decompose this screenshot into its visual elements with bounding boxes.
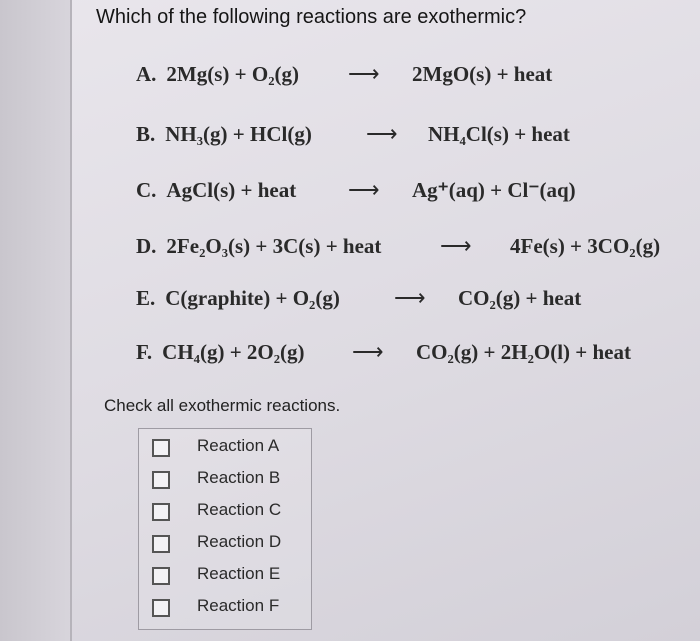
option-label[interactable]: Reaction B	[197, 468, 281, 487]
question-text: Which of the following reactions are exothermic?	[96, 6, 527, 28]
checkbox[interactable]	[152, 599, 170, 617]
reaction-b	[136, 121, 570, 147]
reaction-reactants: 2Mg(s) + O₂(g)	[166, 62, 299, 86]
option-label[interactable]: Reaction C	[197, 500, 282, 519]
reaction-reactants: C(graphite) + O₂(g)	[165, 286, 340, 310]
option-label[interactable]: Reaction F	[197, 596, 280, 615]
reaction-products: Ag⁺(aq) + Cl⁻(aq)	[412, 178, 576, 202]
instruction-text: Check all exothermic reactions.	[104, 396, 341, 415]
reaction-letter: D.	[136, 234, 157, 258]
reaction-arrow: ⟶	[440, 233, 472, 258]
reaction-reactants: AgCl(s) + heat	[166, 178, 297, 202]
reaction-letter: E.	[136, 286, 156, 310]
reaction-letter: B.	[136, 122, 156, 146]
checkbox-group	[138, 428, 312, 630]
reaction-reactants: 2Fe₂O₃(s) + 3C(s) + heat	[166, 234, 382, 258]
option-label[interactable]: Reaction E	[197, 564, 281, 583]
option-reaction-f[interactable]	[139, 592, 311, 624]
reaction-e	[136, 285, 582, 311]
checkbox[interactable]	[152, 471, 170, 489]
reaction-reactants: NH₃(g) + HCl(g)	[165, 122, 312, 146]
option-label[interactable]: Reaction A	[197, 436, 280, 455]
reaction-c	[136, 177, 576, 203]
checkbox[interactable]	[152, 439, 170, 457]
reaction-arrow: ⟶	[352, 339, 384, 364]
reaction-letter: C.	[136, 178, 157, 202]
option-reaction-b[interactable]	[139, 464, 311, 496]
reaction-products: CO₂(g) + heat	[458, 286, 582, 310]
reaction-arrow: ⟶	[348, 177, 380, 202]
option-reaction-e[interactable]	[139, 560, 311, 592]
reaction-letter: F.	[136, 340, 153, 364]
panel-divider	[70, 0, 72, 641]
reaction-d	[136, 233, 661, 259]
option-reaction-d[interactable]	[139, 528, 311, 560]
option-reaction-a[interactable]	[139, 432, 311, 464]
checkbox[interactable]	[152, 535, 170, 553]
reaction-a	[136, 61, 553, 87]
reaction-products: CO₂(g) + 2H₂O(l) + heat	[416, 340, 631, 364]
reaction-products: 4Fe(s) + 3CO₂(g)	[510, 234, 661, 258]
reaction-reactants: CH₄(g) + 2O₂(g)	[162, 340, 305, 364]
reaction-arrow: ⟶	[366, 121, 398, 146]
reaction-letter: A.	[136, 62, 157, 86]
reaction-f	[136, 339, 631, 365]
reaction-arrow: ⟶	[348, 61, 380, 86]
reaction-products: NH₄Cl(s) + heat	[428, 122, 570, 146]
checkbox[interactable]	[152, 503, 170, 521]
checkbox[interactable]	[152, 567, 170, 585]
reaction-products: 2MgO(s) + heat	[412, 62, 553, 86]
left-panel-edge	[0, 0, 72, 641]
option-reaction-c[interactable]	[139, 496, 311, 528]
reaction-arrow: ⟶	[394, 285, 426, 310]
option-label[interactable]: Reaction D	[197, 532, 282, 551]
